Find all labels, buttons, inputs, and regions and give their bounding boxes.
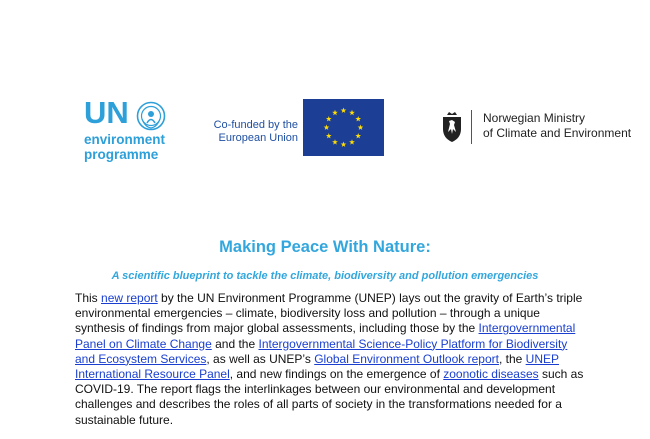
norway-ministry-text <box>483 111 631 141</box>
ipbes-link[interactable]: Intergovernmental Science-Policy Platform for Biodiversity and Ecosystem Services <box>75 336 568 366</box>
document-subtitle: A scientific blueprint to tackle the climate, biodiversity and pollution emergencies <box>111 270 539 282</box>
body-paragraph <box>75 291 585 428</box>
body-text-6: , and new findings on the emergence of <box>229 367 444 382</box>
unep-logo-programme: programme <box>84 147 159 162</box>
unep-logo <box>84 95 184 168</box>
ipcc-link[interactable]: Intergovernmental Panel on Climate Change <box>75 321 576 351</box>
norway-text-line-2: of Climate and Environment <box>483 126 632 140</box>
document-title: Making Peace With Nature: <box>219 238 431 256</box>
body-text-3: and the <box>211 336 259 351</box>
geo-report-link[interactable]: Global Environment Outlook report <box>314 351 499 366</box>
new-report-link[interactable]: new report <box>101 291 158 305</box>
body-text-4: , as well as UNEP’s <box>206 351 315 366</box>
body-text-2: by the UN Environment Programme (UNEP) lays out the gravity of Earth’s triple environmental emergencies – climate, biodiversity loss and pollution – through a unique synthesis of findings from major global assessments, including those by the <box>75 291 583 336</box>
eu-text-line-2: European Union <box>218 132 298 144</box>
unep-logo-environment: environment <box>84 132 166 147</box>
body-text-7: such as COVID-19. The report flags the interlinkages between our environmental and development challenges and describes the roles of all parts of society in the transformations needed for a sustainable future. <box>75 367 584 427</box>
irp-link[interactable]: UNEP International Resource Panel <box>75 351 559 382</box>
body-text-1: This <box>75 291 102 305</box>
norway-coat-of-arms-icon <box>440 112 464 142</box>
eu-cofunded-text <box>200 119 298 145</box>
eu-text-line-1: Co-funded by the <box>213 119 298 131</box>
eu-flag-icon <box>303 99 384 156</box>
norway-divider <box>471 110 472 144</box>
zoonotic-diseases-link[interactable]: zoonotic diseases <box>443 367 539 382</box>
body-text-5: , the <box>498 351 526 366</box>
un-emblem-icon <box>136 101 166 131</box>
unep-logo-un: UN <box>84 95 129 130</box>
logo-row <box>0 0 650 170</box>
norway-text-line-1: Norwegian Ministry <box>483 111 586 125</box>
